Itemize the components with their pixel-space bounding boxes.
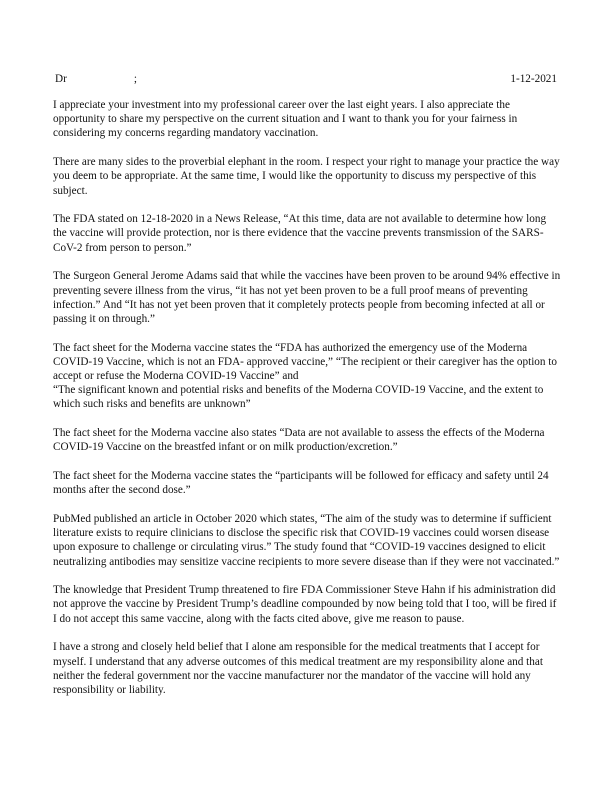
paragraph-surgeon-general: The Surgeon General Jerome Adams said that while the vaccines have been proven to be around 94% effective in preventing severe illness from the virus, “it has not yet been proven to be a full proof means of preventing infection.” And “It has not yet been proven that it completely protects people from becoming infected at all or passing it on through.” xyxy=(53,270,561,325)
salutation: Dr ; xyxy=(55,73,138,85)
letter-body xyxy=(53,98,562,697)
paragraph-pubmed: PubMed published an article in October 2020 which states, “The aim of the study was to determine if sufficient literature exists to require clinicians to disclose the specific risk that COVID-19 vaccines could worsen disease upon exposure to challenge or circulating virus.” The study found that “COVID-19 vaccines designed to elicit neutralizing antibodies may sensitize vaccine recipients to more severe disease than if they were not vaccinated.” xyxy=(53,512,560,568)
paragraph-trump-fda: The knowledge that President Trump threatened to fire FDA Commissioner Steve Hahn if his administration did not approve the vaccine by President Trump’s deadline compounded by now being told that I too, will be fired if I do not accept this same vaccine, along with the facts cited above, give me reason to pause. xyxy=(53,584,557,625)
letter-date: 1-12-2021 xyxy=(510,73,557,85)
letter-page xyxy=(53,72,562,697)
paragraph-perspective: There are many sides to the proverbial elephant in the room. I respect your right to manage your practice the way you deem to be appropriate. At the same time, I would like the opportunity to discuss my perspective of this subject. xyxy=(53,156,560,197)
letter-header xyxy=(53,72,562,86)
paragraph-moderna-followup: The fact sheet for the Moderna vaccine states the “participants will be followed for efficacy and safety until 24 months after the second dose.” xyxy=(53,470,549,497)
paragraph-appreciation: I appreciate your investment into my professional career over the last eight years. I also appreciate the opportunity to share my perspective on the current situation and I want to thank you for your fairness in considering my concerns regarding mandatory vaccination. xyxy=(53,99,518,140)
paragraph-moderna-breastfeeding: The fact sheet for the Moderna vaccine also states “Data are not available to assess the effects of the Moderna COVID-19 Vaccine on the breastfed infant or on milk production/excretion.” xyxy=(53,427,545,454)
paragraph-personal-belief: I have a strong and closely held belief that I alone am responsible for the medical treatments that I accept for myself. I understand that any adverse outcomes of this medical treatment are my responsibility alone and that neither the federal government nor the vaccine manufacturer nor the mandator of the vaccine will hold any responsibility or liability. xyxy=(53,641,543,696)
paragraph-moderna-authorization: The fact sheet for the Moderna vaccine states the “FDA has authorized the emergency use of the Moderna COVID-19 Vaccine, which is not an FDA- approved vaccine,” “The recipient or their caregiver has the option to accept or refuse the Moderna COVID-19 Vaccine” and “The significant known and potential risks and benefits of the Moderna COVID-19 Vaccine, and the extent to which such risks and benefits are unknown” xyxy=(53,341,557,411)
paragraph-fda-release: The FDA stated on 12-18-2020 in a News Release, “At this time, data are not available to determine how long the vaccine will provide protection, nor is there evidence that the vaccine prevents transmission of the SARS-CoV-2 from person to person.” xyxy=(53,213,547,254)
